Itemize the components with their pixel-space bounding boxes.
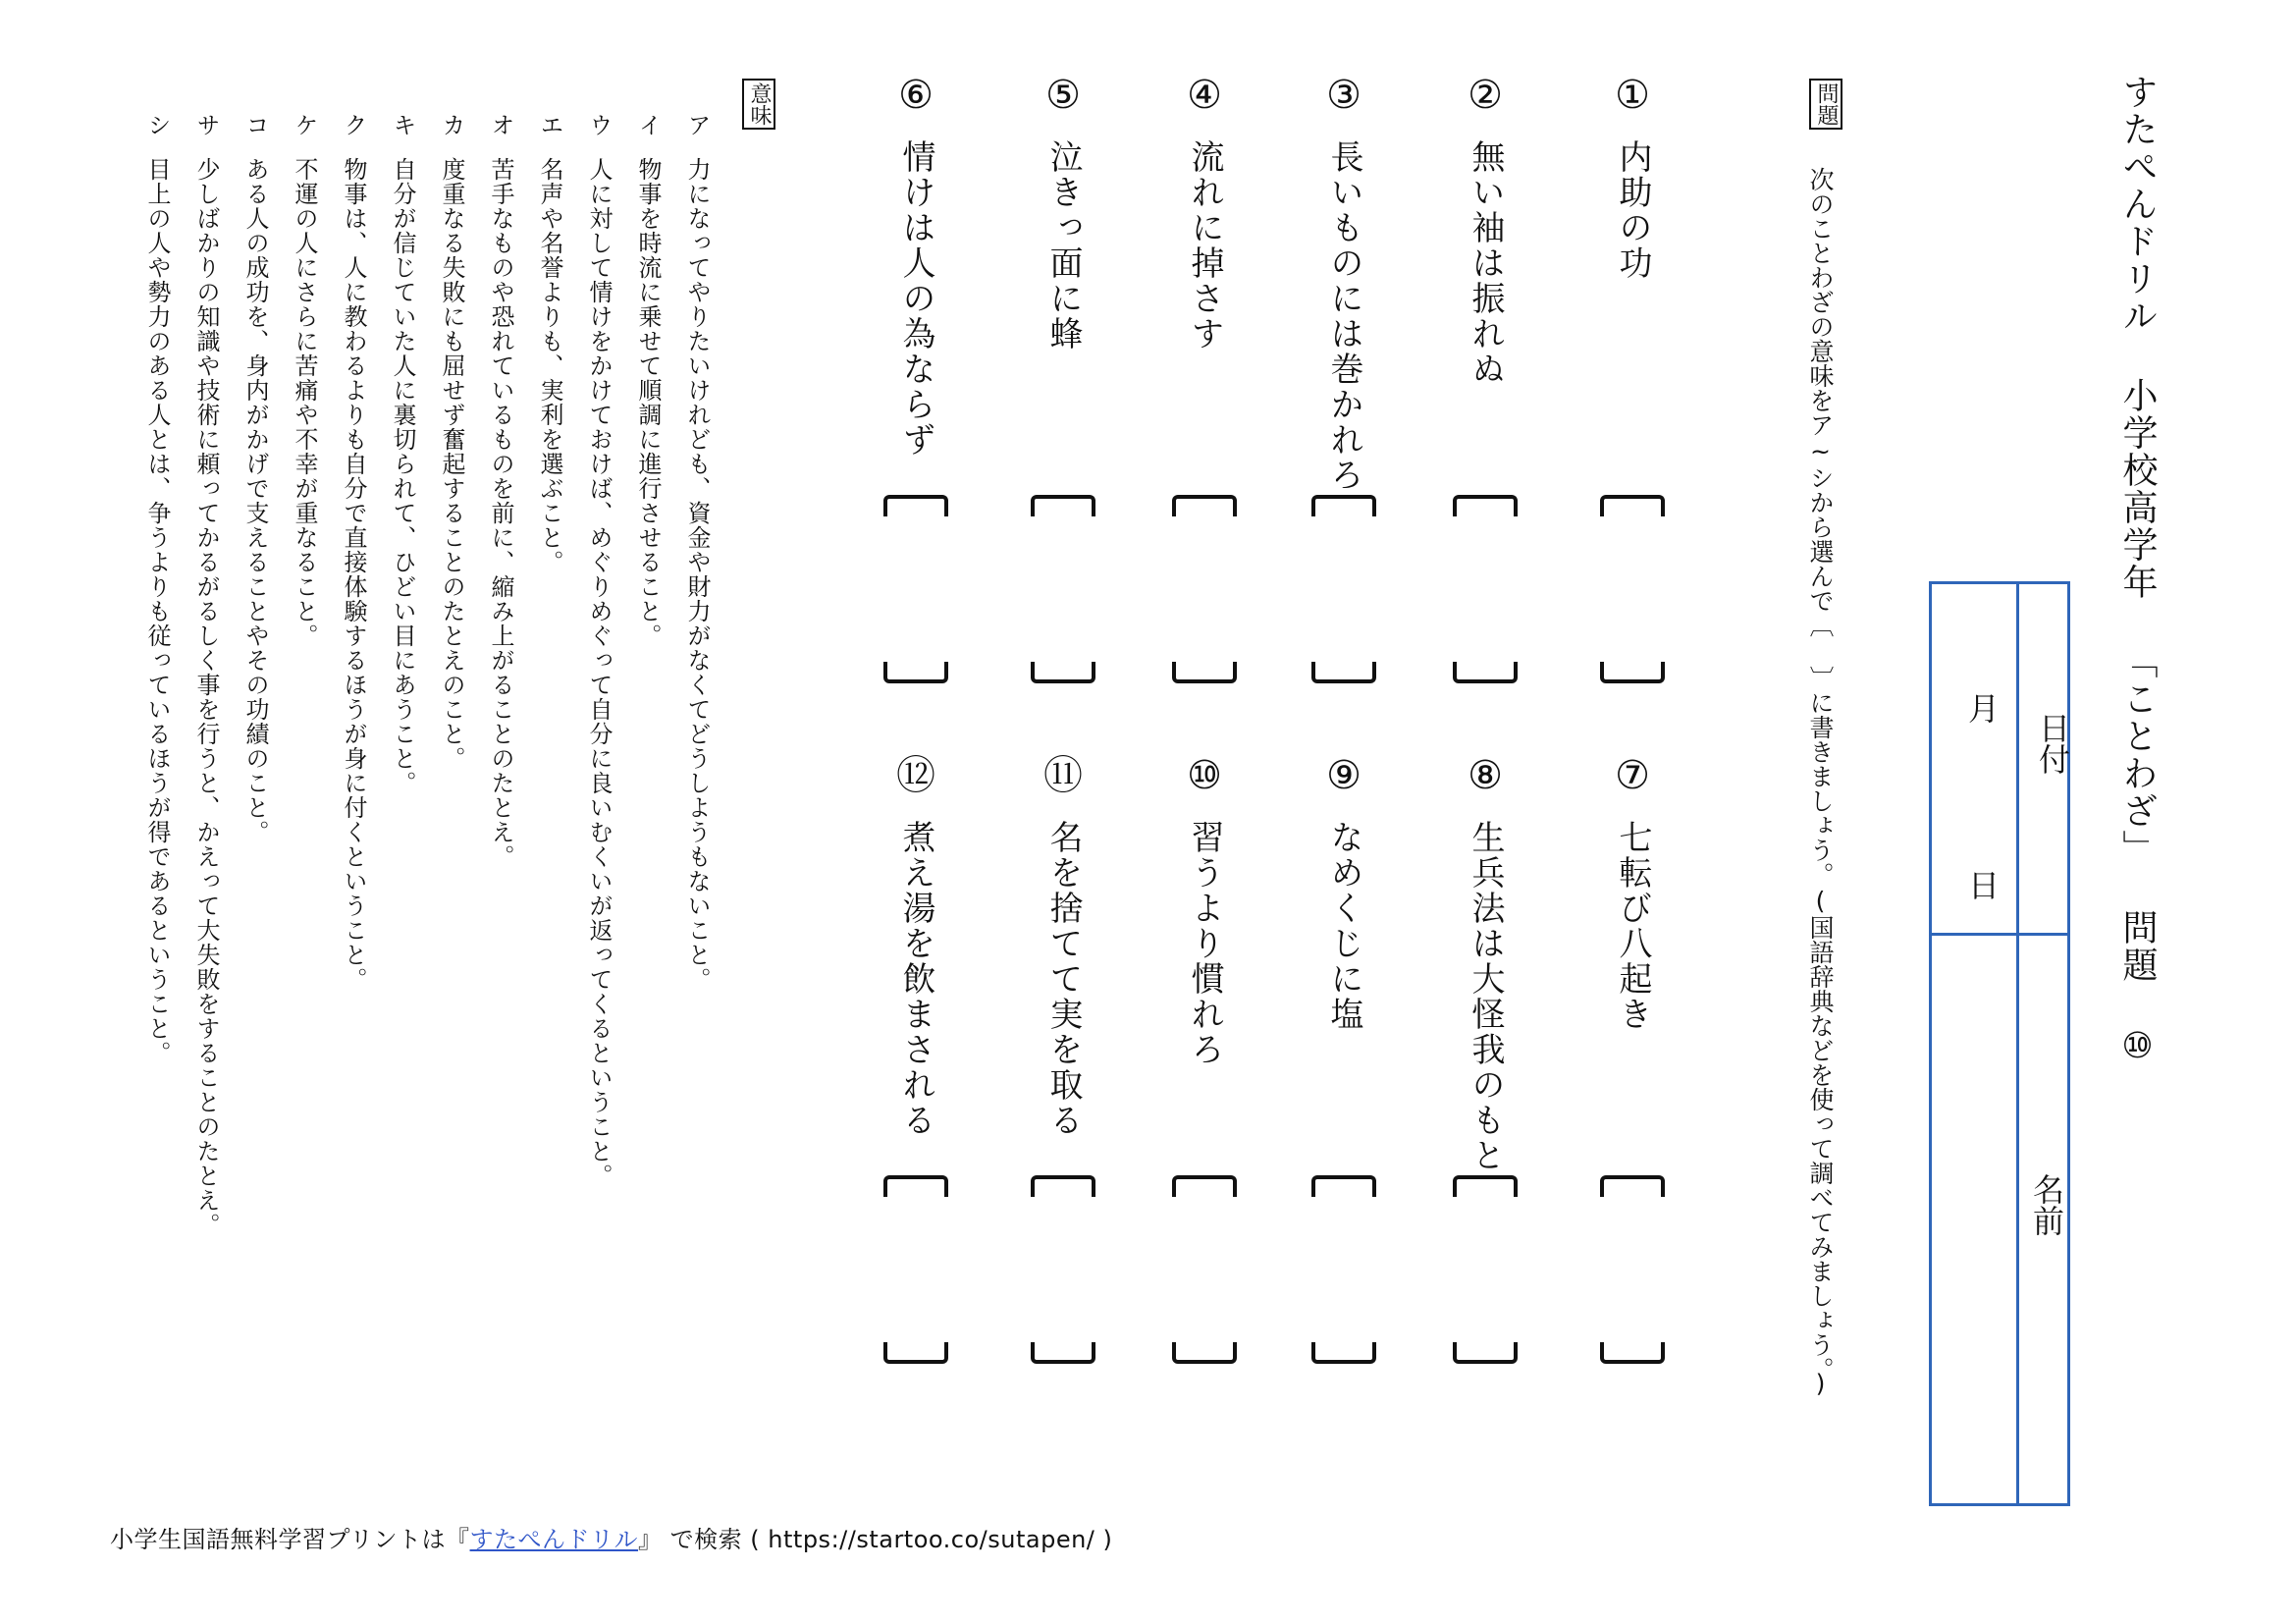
answer-bracket-top[interactable] (883, 1175, 948, 1197)
question-text: 名を捨てて実を取る (1043, 820, 1083, 1138)
meaning-text: 目上の人や勢力のある人とは、争うよりも従っているほうが得であるということ。 (143, 157, 171, 1065)
meaning-text: 人に対して情けをかけておけば、めぐりめぐって自分に良いむくいが返ってくるということ。 (585, 157, 613, 1188)
meaning-key: ウ (585, 113, 613, 137)
answer-bracket-top[interactable] (1172, 1175, 1237, 1197)
answer-bracket-bottom[interactable] (1031, 1342, 1095, 1364)
meaning-item (388, 113, 417, 795)
answer-bracket-bottom[interactable] (1600, 662, 1665, 683)
question-number: ① (1615, 73, 1650, 118)
answer-bracket-bottom[interactable] (1453, 1342, 1518, 1364)
question-number: ⑩ (1187, 753, 1222, 798)
meaning-item (290, 113, 319, 648)
answer-bracket-top[interactable] (1311, 495, 1376, 516)
meaning-item (486, 113, 515, 869)
answer-bracket-top[interactable] (1031, 495, 1095, 516)
question-text: 習うより慣れろ (1185, 820, 1224, 1067)
meaning-text: 物事は、人に教わるよりも自分で直接体験するほうが身に付くということ。 (340, 157, 367, 992)
meaning-key: ア (683, 113, 711, 137)
question-item (1029, 751, 1097, 1138)
meaning-key: キ (389, 113, 416, 137)
answer-bracket-bottom[interactable] (1311, 1342, 1376, 1364)
meaning-text: 少しばかりの知識や技術に頼ってかるがるしく事を行うと、かえって大失敗をすることのたとえ。 (192, 157, 220, 1237)
question-item (1451, 71, 1520, 387)
answer-bracket-bottom[interactable] (1172, 1342, 1237, 1364)
meaning-text: 不運の人にさらに苦痛や不幸が重なること。 (291, 157, 318, 648)
question-number: ⑧ (1468, 753, 1503, 798)
meaning-item (584, 113, 614, 1188)
question-text: 生兵法は大怪我のもと (1466, 820, 1505, 1173)
answer-bracket-top[interactable] (1172, 495, 1237, 516)
instruction-text: 次のことわざの意味をア~シから選んで〔 〕に書きましょう。(国語辞典などを使って調べてみましょう。) (1806, 167, 1835, 1398)
question-item (881, 751, 950, 1138)
answer-bracket-bottom[interactable] (1600, 1342, 1665, 1364)
answer-bracket-top[interactable] (1031, 1175, 1095, 1197)
footer-suffix: 』 で検索 ( https://startoo.co/sutapen/ ) (638, 1526, 1113, 1553)
meaning-item (535, 113, 564, 574)
answer-bracket-bottom[interactable] (1031, 662, 1095, 683)
date-label: 日付 (2034, 712, 2071, 775)
meaning-key: エ (536, 113, 563, 137)
meaning-key: オ (487, 113, 514, 137)
meaning-text: 物事を時流に乗せて順調に進行させること。 (634, 157, 662, 648)
meaning-text: 苦手なものや恐れているものを前に、縮み上がることのたとえ。 (487, 157, 514, 869)
meaning-key: サ (192, 113, 220, 137)
footer-link[interactable]: すたぺんドリル (469, 1526, 639, 1553)
meaning-tag: 意味 (742, 79, 775, 130)
meaning-key: コ (241, 113, 269, 137)
question-number: ② (1468, 73, 1503, 118)
meaning-key: ク (340, 113, 367, 137)
answer-bracket-bottom[interactable] (883, 662, 948, 683)
name-label: 名前 (2028, 1173, 2065, 1236)
question-tag: 問題 (1809, 79, 1842, 130)
date-name-box (1929, 581, 2070, 1506)
meaning-text: 度重なる失敗にも屈せず奮起することのたとえのこと。 (438, 157, 465, 771)
meaning-key: イ (634, 113, 662, 137)
answer-bracket-bottom[interactable] (1453, 662, 1518, 683)
meaning-list (133, 113, 721, 1252)
answer-bracket-top[interactable] (1453, 1175, 1518, 1197)
meaning-item (633, 113, 663, 648)
question-item (1309, 751, 1378, 1032)
question-number: ⑪ (1043, 753, 1083, 798)
answer-bracket-top[interactable] (1600, 495, 1665, 516)
question-text: 長いものには巻かれろ (1324, 139, 1363, 493)
answer-bracket-top[interactable] (1453, 495, 1518, 516)
box-divider-horizontal (1932, 933, 2067, 936)
meaning-item (339, 113, 368, 992)
day-label: 日 (1963, 869, 2001, 900)
question-text: 泣きっ面に蜂 (1043, 139, 1083, 352)
question-text: 内助の功 (1613, 139, 1652, 281)
meaning-key: ケ (291, 113, 318, 137)
answer-bracket-bottom[interactable] (883, 1342, 948, 1364)
meaning-item (240, 113, 270, 844)
meaning-text: 自分が信じていた人に裏切られて、ひどい目にあうこと。 (389, 157, 416, 795)
question-item (1170, 71, 1239, 352)
meaning-text: 名声や名誉よりも、実利を選ぶこと。 (536, 157, 563, 574)
question-item (1598, 71, 1667, 281)
footer-prefix: 小学生国語無料学習プリントは『 (110, 1526, 470, 1553)
question-text: 七転び八起き (1613, 820, 1652, 1032)
question-number: ⑦ (1615, 753, 1650, 798)
question-text: 流れに掉さす (1185, 139, 1224, 352)
question-number: ③ (1326, 73, 1362, 118)
question-text: なめくじに塩 (1324, 820, 1363, 1032)
month-label: 月 (1963, 692, 2001, 724)
meaning-item (142, 113, 172, 1065)
question-number: ④ (1187, 73, 1222, 118)
question-number: ⑨ (1326, 753, 1362, 798)
question-number: ⑫ (896, 753, 935, 798)
question-item (1598, 751, 1667, 1032)
answer-bracket-top[interactable] (1600, 1175, 1665, 1197)
meaning-key: シ (143, 113, 171, 137)
question-number: ⑥ (898, 73, 934, 118)
meaning-key: カ (438, 113, 465, 137)
answer-bracket-bottom[interactable] (1172, 662, 1237, 683)
box-divider-vertical (2016, 584, 2019, 1503)
page-title: すたぺんドリル 小学校高学年 「ことわざ」 問題 ⑩ (2117, 74, 2158, 1068)
meaning-item (191, 113, 221, 1237)
footer (110, 1520, 1112, 1554)
meaning-text: 力になってやりたいけれども、資金や財力がなくてどうしようもないこと。 (683, 157, 711, 992)
question-number: ⑤ (1045, 73, 1081, 118)
answer-bracket-top[interactable] (1311, 1175, 1376, 1197)
answer-bracket-bottom[interactable] (1311, 662, 1376, 683)
question-item (1029, 71, 1097, 352)
answer-bracket-top[interactable] (883, 495, 948, 516)
meaning-item (437, 113, 466, 771)
question-item (1170, 751, 1239, 1067)
meaning-text: ある人の成功を、身内がかげで支えることやその功績のこと。 (241, 157, 269, 844)
meaning-item (682, 113, 712, 992)
question-text: 情けは人の為ならず (896, 139, 935, 458)
question-item (1309, 71, 1378, 493)
question-text: 煮え湯を飲まされる (896, 820, 935, 1138)
question-text: 無い袖は振れぬ (1466, 139, 1505, 387)
question-item (1451, 751, 1520, 1173)
question-item (881, 71, 950, 458)
